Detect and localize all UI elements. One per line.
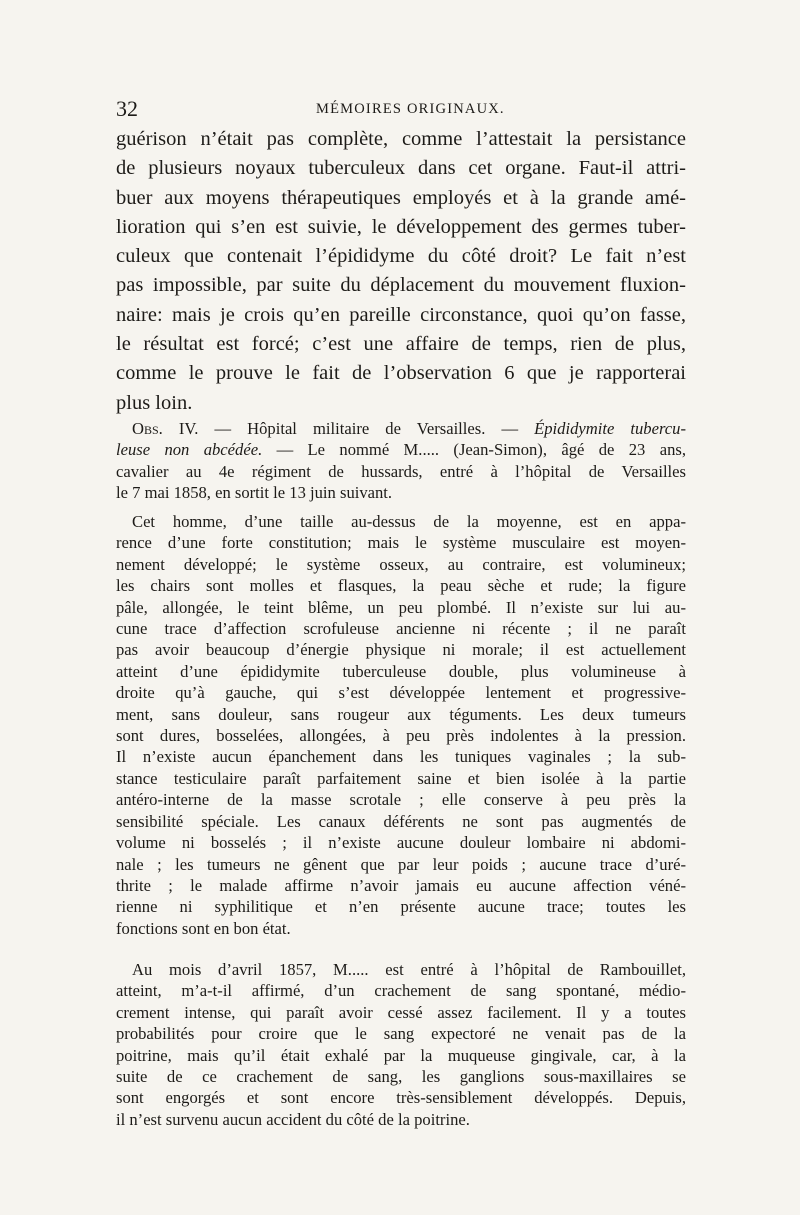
text-line: le résultat est forcé; c’est une affaire de temps, rien de plus,	[116, 333, 686, 356]
text-line: suite de ce crachement de sang, les ganglions sous-maxillaires se	[116, 1067, 686, 1087]
text-line: guérison n’était pas complète, comme l’attestait la persistance	[116, 128, 686, 150]
observation-heading	[116, 418, 686, 504]
text-line: il n’est survenu aucun accident du côté de la poitrine.	[116, 1109, 470, 1129]
obs-line-2	[116, 439, 686, 460]
obs-patient: — Le nommé M..... (Jean-Simon), âgé de 23 ans,	[262, 440, 686, 460]
case-description-paragraph	[116, 511, 686, 939]
text-line: volume ni bosselés ; il n’existe aucune douleur lombaire ni abdomi-	[116, 833, 686, 853]
page-header	[116, 96, 686, 122]
text-line: sont engorgés et sont encore très-sensiblement développés. Depuis,	[116, 1088, 686, 1108]
text-line: buer aux moyens thérapeutiques employés et à la grande amé-	[116, 186, 686, 209]
text-line: probabilités pour croire que le sang expectoré ne venait pas de la	[116, 1024, 686, 1044]
text-line: pas impossible, par suite du déplacement du mouvement fluxion-	[116, 274, 686, 297]
text-line: stance testiculaire paraît parfaitement saine et bien isolée à la partie	[116, 768, 686, 788]
text-line: pas avoir beaucoup d’énergie physique ni morale; il est actuellement	[116, 640, 686, 660]
obs-label: Obs. IV.	[132, 419, 199, 438]
obs-line-1	[116, 418, 686, 439]
text-line: Au mois d’avril 1857, M..... est entré à l’hôpital de Rambouillet,	[132, 960, 686, 979]
text-line: les chairs sont molles et flasques, la peau sèche et rude; la figure	[116, 576, 686, 596]
text-line: atteint d’une épididymite tuberculeuse double, plus volumineuse à	[116, 661, 686, 681]
text-line: rienne ni syphilitique et n’en présente aucune trace; toutes les	[116, 897, 686, 917]
text-line: antéro-interne de la masse scrotale ; elle conserve à peu près la	[116, 790, 686, 810]
intro-paragraph	[116, 125, 686, 418]
text-line: pâle, allongée, le teint blême, un peu plombé. Il n’existe sur lui au-	[116, 597, 686, 617]
text-line: nale ; les tumeurs ne gênent que par leur poids ; aucune trace d’uré-	[116, 854, 686, 874]
history-paragraph	[116, 959, 686, 1130]
text-line: crement intense, qui paraît avoir cessé assez facilement. Il y a toutes	[116, 1002, 686, 1022]
text-line: cune trace d’affection scrofuleuse ancienne ni récente ; il ne paraît	[116, 619, 686, 639]
obs-title-part-2: leuse non abcédée.	[116, 440, 263, 460]
text-line: rence d’une forte constitution; mais le système musculaire est moyen-	[116, 533, 686, 553]
obs-title-part-1: Épididymite tubercu-	[534, 419, 686, 438]
text-line: sont dures, bosselées, allongées, à peu près indolentes à la pression.	[116, 726, 686, 746]
text-line: Cet homme, d’une taille au-dessus de la moyenne, est en appa-	[132, 512, 686, 531]
obs-line-4: le 7 mai 1858, en sortit le 13 juin suivant.	[116, 483, 393, 503]
text-line: sensibilité spéciale. Les canaux déférents ne sont pas augmentés de	[116, 811, 686, 831]
text-line: thrite ; le malade affirme n’avoir jamais eu aucune affection véné-	[116, 875, 686, 895]
text-line: ment, sans douleur, sans rougeur aux téguments. Les deux tumeurs	[116, 704, 686, 724]
text-line: comme le prouve le fait de l’observation 6 que je rapporterai	[116, 362, 686, 385]
text-line: poitrine, mais qu’il était exhalé par la muqueuse gingivale, car, à la	[116, 1045, 686, 1065]
text-line: fonctions sont en bon état.	[116, 918, 291, 938]
text-line: de plusieurs noyaux tuberculeux dans cet organe. Faut-il attri-	[116, 157, 686, 180]
text-line: plus loin.	[116, 391, 193, 414]
text-line: lioration qui s’en est suivie, le développement des germes tuber-	[116, 215, 686, 238]
obs-line-3: cavalier au 4e régiment de hussards, entré à l’hôpital de Versailles	[116, 461, 686, 481]
text-line: culeux que contenait l’épididyme du côté droit? Le fait n’est	[116, 245, 686, 268]
text-line: droite qu’à gauche, qui s’est développée lentement et progressive-	[116, 683, 686, 703]
page-number: 32	[116, 96, 138, 121]
running-title: MÉMOIRES ORIGINAUX.	[316, 101, 505, 117]
obs-location: — Hôpital militaire de Versailles. —	[198, 419, 535, 438]
text-line: naire: mais je crois qu’en pareille circonstance, quoi qu’on fasse,	[116, 303, 686, 326]
text-line: atteint, m’a-t-il affirmé, d’un crachement de sang spontané, médio-	[116, 981, 686, 1001]
text-line: Il n’existe aucun épanchement dans les tuniques vaginales ; la sub-	[116, 747, 686, 767]
text-line: nement développé; le système osseux, au contraire, est volumineux;	[116, 554, 686, 574]
